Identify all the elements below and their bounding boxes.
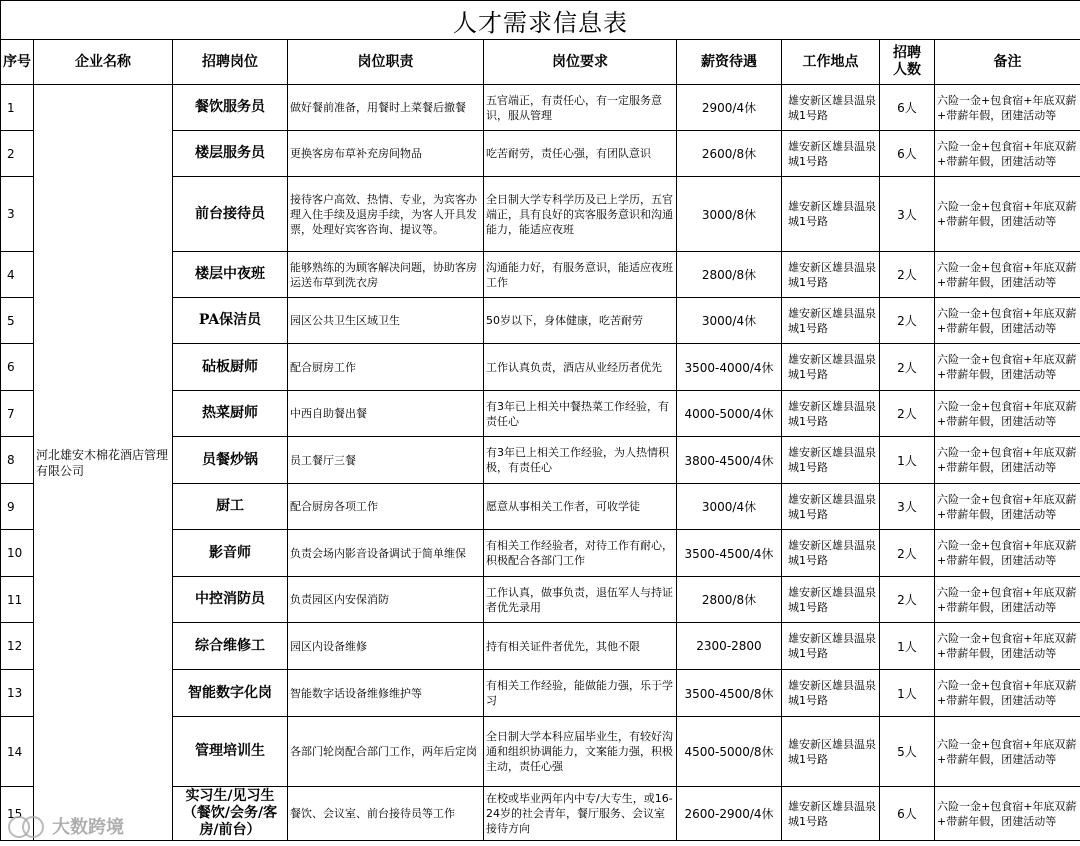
count-text: 6人 — [880, 787, 935, 841]
position-name: 厨工 — [173, 484, 288, 530]
duty-text: 接待客户高效、热情、专业，为宾客办理入住手续及退房手续，为客人开具发票，处理好宾客咨询、提议等。 — [288, 177, 484, 252]
row-number: 15 — [1, 787, 34, 841]
duty-text: 更换客房布草补充房间物品 — [288, 131, 484, 177]
row-number: 12 — [1, 623, 34, 670]
note-text: 六险一金+包食宿+年底双薪+带薪年假，团建活动等 — [935, 344, 1080, 391]
row-number: 13 — [1, 670, 34, 717]
note-text: 六险一金+包食宿+年底双薪+带薪年假，团建活动等 — [935, 391, 1080, 437]
salary-text: 2800/8休 — [677, 252, 782, 298]
duty-text: 园区内设备维修 — [288, 623, 484, 670]
location-text: 雄安新区雄县温泉城1号路 — [782, 85, 880, 131]
salary-text: 3500-4500/8休 — [677, 670, 782, 717]
row-number: 10 — [1, 530, 34, 577]
row-number: 11 — [1, 577, 34, 623]
company-name: 河北雄安木棉花酒店管理有限公司 — [34, 85, 173, 841]
requirement-text: 在校或毕业两年内中专/大专生，或16-24岁的社会青年，餐厅服务、会议室接待方向 — [484, 787, 677, 841]
row-number: 3 — [1, 177, 34, 252]
requirement-text: 有相关工作经验者，对待工作有耐心，积极配合各部门工作 — [484, 530, 677, 577]
location-text: 雄安新区雄县温泉城1号路 — [782, 177, 880, 252]
salary-text: 2600-2900/4休 — [677, 787, 782, 841]
position-name: 楼层中夜班 — [173, 252, 288, 298]
count-text: 6人 — [880, 85, 935, 131]
note-text: 六险一金+包食宿+年底双薪+带薪年假，团建活动等 — [935, 131, 1080, 177]
note-text: 六险一金+包食宿+年底双薪+带薪年假，团建活动等 — [935, 670, 1080, 717]
location-text: 雄安新区雄县温泉城1号路 — [782, 437, 880, 484]
position-name: 综合维修工 — [173, 623, 288, 670]
note-text: 六险一金+包食宿+年底双薪+带薪年假，团建活动等 — [935, 484, 1080, 530]
duty-text: 配合厨房各项工作 — [288, 484, 484, 530]
position-name: 热菜厨师 — [173, 391, 288, 437]
duty-text: 配合厨房工作 — [288, 344, 484, 391]
requirement-text: 愿意从事相关工作者，可收学徒 — [484, 484, 677, 530]
duty-text: 做好餐前准备，用餐时上菜餐后撤餐 — [288, 85, 484, 131]
requirement-text: 五官端正，有责任心，有一定服务意识，服从管理 — [484, 85, 677, 131]
location-text: 雄安新区雄县温泉城1号路 — [782, 252, 880, 298]
salary-text: 2900/4休 — [677, 85, 782, 131]
note-text: 六险一金+包食宿+年底双薪+带薪年假，团建活动等 — [935, 252, 1080, 298]
position-name: 前台接待员 — [173, 177, 288, 252]
table-title: 人才需求信息表 — [1, 1, 1080, 40]
duty-text: 中西自助餐出餐 — [288, 391, 484, 437]
interlocking-circles-logo-icon — [8, 814, 46, 838]
location-text: 雄安新区雄县温泉城1号路 — [782, 787, 880, 841]
location-text: 雄安新区雄县温泉城1号路 — [782, 131, 880, 177]
count-text: 2人 — [880, 577, 935, 623]
location-text: 雄安新区雄县温泉城1号路 — [782, 623, 880, 670]
position-name: 餐饮服务员 — [173, 85, 288, 131]
count-text: 2人 — [880, 391, 935, 437]
header-duty: 岗位职责 — [288, 40, 484, 85]
count-text: 6人 — [880, 131, 935, 177]
salary-text: 3000/4休 — [677, 298, 782, 344]
note-text: 六险一金+包食宿+年底双薪+带薪年假，团建活动等 — [935, 787, 1080, 841]
duty-text: 负责会场内影音设备调试于简单维保 — [288, 530, 484, 577]
requirement-text: 全日制大学专科学历及已上学历，五官端正，具有良好的宾客服务意识和沟通能力，能适应夜班 — [484, 177, 677, 252]
position-name: 楼层服务员 — [173, 131, 288, 177]
salary-text: 2800/8休 — [677, 577, 782, 623]
position-name: 实习生/见习生（餐饮/会务/客房/前台） — [173, 787, 288, 841]
salary-text: 4500-5000/8休 — [677, 717, 782, 787]
position-name: PA保洁员 — [173, 298, 288, 344]
salary-text: 3500-4000/4休 — [677, 344, 782, 391]
salary-text: 3000/8休 — [677, 177, 782, 252]
position-name: 智能数字化岗 — [173, 670, 288, 717]
header-row — [1, 40, 1080, 85]
header-company: 企业名称 — [34, 40, 173, 85]
location-text: 雄安新区雄县温泉城1号路 — [782, 670, 880, 717]
salary-text: 2300-2800 — [677, 623, 782, 670]
row-number: 14 — [1, 717, 34, 787]
location-text: 雄安新区雄县温泉城1号路 — [782, 577, 880, 623]
row-number: 6 — [1, 344, 34, 391]
count-text: 5人 — [880, 717, 935, 787]
duty-text: 各部门轮岗配合部门工作，两年后定岗 — [288, 717, 484, 787]
count-text: 1人 — [880, 437, 935, 484]
row-number: 8 — [1, 437, 34, 484]
note-text: 六险一金+包食宿+年底双薪+带薪年假，团建活动等 — [935, 85, 1080, 131]
row-number: 9 — [1, 484, 34, 530]
requirement-text: 工作认真负责，酒店从业经历者优先 — [484, 344, 677, 391]
position-name: 砧板厨师 — [173, 344, 288, 391]
position-name: 影音师 — [173, 530, 288, 577]
requirement-text: 吃苦耐劳，责任心强，有团队意识 — [484, 131, 677, 177]
requirement-text: 50岁以下，身体健康，吃苦耐劳 — [484, 298, 677, 344]
count-text: 2人 — [880, 252, 935, 298]
salary-text: 3000/4休 — [677, 484, 782, 530]
requirement-text: 持有相关证件者优先，其他不限 — [484, 623, 677, 670]
duty-text: 餐饮、会议室、前台接待员等工作 — [288, 787, 484, 841]
count-text: 3人 — [880, 177, 935, 252]
count-text: 2人 — [880, 344, 935, 391]
header-note: 备注 — [935, 40, 1080, 85]
count-text: 1人 — [880, 670, 935, 717]
header-position: 招聘岗位 — [173, 40, 288, 85]
location-text: 雄安新区雄县温泉城1号路 — [782, 344, 880, 391]
count-text: 3人 — [880, 484, 935, 530]
watermark — [8, 812, 124, 840]
note-text: 六险一金+包食宿+年底双薪+带薪年假，团建活动等 — [935, 177, 1080, 252]
header-requirement: 岗位要求 — [484, 40, 677, 85]
row-number: 4 — [1, 252, 34, 298]
note-text: 六险一金+包食宿+年底双薪+带薪年假，团建活动等 — [935, 298, 1080, 344]
requirement-text: 工作认真，做事负责，退伍军人与持证者优先录用 — [484, 577, 677, 623]
position-name: 管理培训生 — [173, 717, 288, 787]
row-number: 7 — [1, 391, 34, 437]
header-no: 序号 — [1, 40, 34, 85]
table-row — [1, 85, 1080, 131]
duty-text: 能够熟练的为顾客解决问题，协助客房运送布草到洗衣房 — [288, 252, 484, 298]
row-number: 5 — [1, 298, 34, 344]
note-text: 六险一金+包食宿+年底双薪+带薪年假，团建活动等 — [935, 623, 1080, 670]
location-text: 雄安新区雄县温泉城1号路 — [782, 391, 880, 437]
count-text: 1人 — [880, 623, 935, 670]
salary-text: 4000-5000/4休 — [677, 391, 782, 437]
requirement-text: 有相关工作经验，能做能力强，乐于学习 — [484, 670, 677, 717]
position-name: 员餐炒锅 — [173, 437, 288, 484]
requirement-text: 沟通能力好，有服务意识，能适应夜班工作 — [484, 252, 677, 298]
row-number: 2 — [1, 131, 34, 177]
header-location: 工作地点 — [782, 40, 880, 85]
requirement-text: 全日制大学本科应届毕业生，有较好沟通和组织协调能力，文案能力强，积极主动，责任心强 — [484, 717, 677, 787]
count-text: 2人 — [880, 530, 935, 577]
salary-text: 3800-4500/4休 — [677, 437, 782, 484]
location-text: 雄安新区雄县温泉城1号路 — [782, 298, 880, 344]
salary-text: 3500-4500/4休 — [677, 530, 782, 577]
location-text: 雄安新区雄县温泉城1号路 — [782, 717, 880, 787]
note-text: 六险一金+包食宿+年底双薪+带薪年假，团建活动等 — [935, 530, 1080, 577]
watermark-text: 大数跨境 — [52, 817, 124, 838]
note-text: 六险一金+包食宿+年底双薪+带薪年假，团建活动等 — [935, 717, 1080, 787]
location-text: 雄安新区雄县温泉城1号路 — [782, 530, 880, 577]
duty-text: 智能数字话设备维修维护等 — [288, 670, 484, 717]
duty-text: 员工餐厅三餐 — [288, 437, 484, 484]
duty-text: 负责园区内安保消防 — [288, 577, 484, 623]
duty-text: 园区公共卫生区域卫生 — [288, 298, 484, 344]
note-text: 六险一金+包食宿+年底双薪+带薪年假，团建活动等 — [935, 577, 1080, 623]
row-number: 1 — [1, 85, 34, 131]
location-text: 雄安新区雄县温泉城1号路 — [782, 484, 880, 530]
header-count: 招聘人数 — [880, 40, 935, 85]
salary-text: 2600/8休 — [677, 131, 782, 177]
position-name: 中控消防员 — [173, 577, 288, 623]
header-salary: 薪资待遇 — [677, 40, 782, 85]
count-text: 2人 — [880, 298, 935, 344]
requirement-text: 有3年已上相关中餐热菜工作经验，有责任心 — [484, 391, 677, 437]
note-text: 六险一金+包食宿+年底双薪+带薪年假，团建活动等 — [935, 437, 1080, 484]
requirement-text: 有3年已上相关工作经验，为人热情积极，有责任心 — [484, 437, 677, 484]
